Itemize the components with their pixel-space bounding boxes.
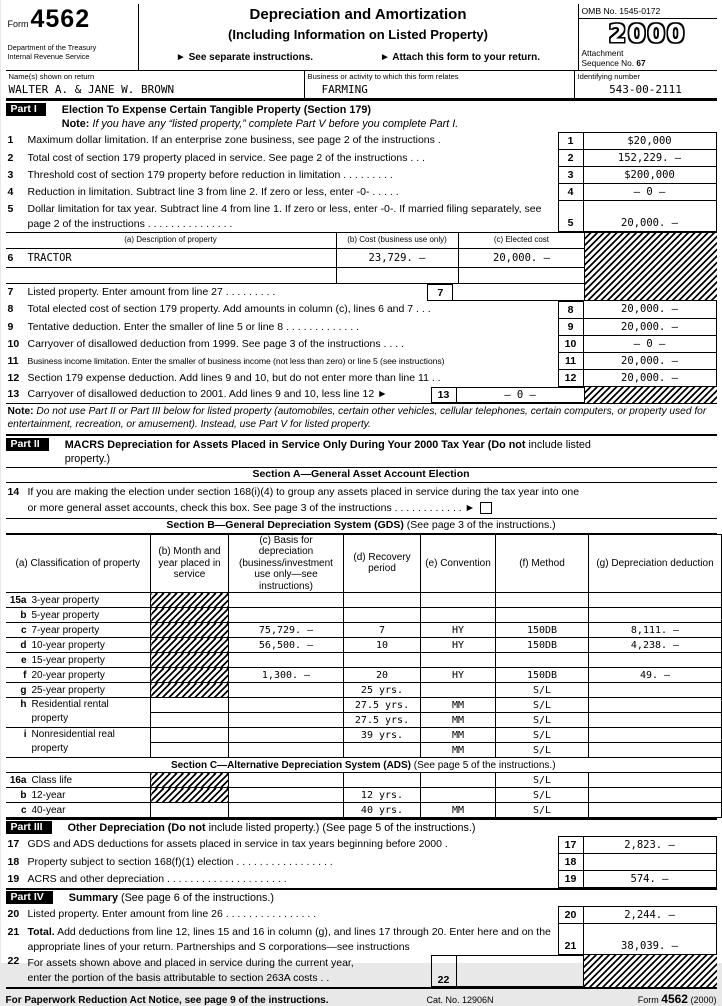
part2-title: MACRS Depreciation for Assets Placed in Service Only During Your 2000 Tax Year (Do not: [65, 439, 526, 451]
line-21-label: Add deductions from line 12, lines 15 and 16 in column (g), and lines 17 through 20. Enter here and on the appropriate lines of your return. Partnerships and S corporations—see instructions: [28, 926, 551, 953]
line-8-label: Total elected cost of section 179 property. Add amounts in column (c), lines 6 and 7 . . .: [28, 301, 558, 319]
line-1-label: Maximum dollar limitation. If an enterprise zone business, see page 2 of the instructions .: [28, 132, 558, 150]
attachment-label: Attachment: [582, 48, 714, 58]
line-17-number: 17: [6, 836, 28, 854]
form-title-block: [139, 4, 578, 70]
period-field: 12 yrs.: [344, 788, 421, 803]
part1-note-text: If you have any “listed property,” complete Part V before you complete Part I.: [89, 118, 458, 130]
line-4-value[interactable]: – 0 –: [584, 184, 717, 201]
basis-field[interactable]: [229, 653, 344, 668]
dept-treasury: Department of the Treasury: [8, 43, 136, 52]
form-word: Form: [8, 19, 29, 29]
line-7: [6, 284, 585, 301]
line-5-box: 5: [558, 201, 584, 232]
identifying-number-label: Identifying number: [578, 72, 714, 81]
method-field[interactable]: [496, 653, 589, 668]
deduction-field[interactable]: [589, 773, 722, 788]
basis-field[interactable]: 75,729. –: [229, 623, 344, 638]
line-11-box: 11: [558, 353, 584, 370]
identifying-number-field[interactable]: 543-00-2111: [578, 83, 714, 96]
attach-note: ► Attach this form to your return.: [380, 52, 540, 63]
name-field[interactable]: WALTER A. & JANE W. BROWN: [9, 83, 301, 96]
convention-field[interactable]: HY: [421, 668, 496, 683]
method-field[interactable]: 150DB: [496, 668, 589, 683]
footer-form-year: (2000): [688, 995, 717, 1005]
gds-col-b: (b) Month and year placed in service: [151, 534, 229, 593]
business-label: Business or activity to which this form relates: [308, 72, 571, 81]
line-13-box: 13: [431, 387, 457, 403]
line-9-box: 9: [558, 319, 584, 336]
line-7-number: 7: [6, 284, 28, 301]
line-20-value[interactable]: 2,244. –: [584, 906, 717, 924]
line-18-label: Property subject to section 168(f)(1) election . . . . . . . . . . . . . . . . .: [28, 854, 558, 871]
shaded-cell: [151, 623, 229, 638]
listed-property-note: [6, 403, 717, 434]
month-year-field[interactable]: [151, 728, 229, 743]
line-4: [6, 184, 717, 201]
period-field[interactable]: [344, 593, 421, 608]
col-c-header: (c) Elected cost: [458, 233, 585, 248]
deduction-field[interactable]: [589, 788, 722, 803]
convention-field: MM: [421, 698, 496, 713]
deduction-field[interactable]: [589, 743, 722, 758]
basis-field[interactable]: [229, 713, 344, 728]
basis-field[interactable]: 56,500. –: [229, 638, 344, 653]
convention-field[interactable]: [421, 653, 496, 668]
convention-field: MM: [421, 713, 496, 728]
form-subtitle: (Including Information on Listed Property): [143, 27, 574, 42]
part1-chip: Part I: [6, 103, 46, 116]
deduction-field[interactable]: [589, 608, 722, 623]
line-3: [6, 167, 717, 184]
section-c-title-row: [6, 758, 722, 773]
method-field[interactable]: 150DB: [496, 638, 589, 653]
month-year-field[interactable]: [151, 803, 229, 818]
line-10-label: Carryover of disallowed deduction from 1999. See page 3 of the instructions . . . .: [28, 336, 558, 353]
line-8-box: 8: [558, 301, 584, 319]
line-12-box: 12: [558, 370, 584, 387]
row-15a: 15a 3-year property: [6, 593, 722, 608]
col-b-header: (b) Cost (business use only): [336, 233, 458, 248]
row-15e: e 15-year property: [6, 653, 722, 668]
row-15b: b 5-year property: [6, 608, 722, 623]
identity-row: [6, 71, 717, 99]
line-21-number: 21: [6, 924, 28, 955]
line-5: [6, 201, 717, 232]
basis-field[interactable]: 1,300. –: [229, 668, 344, 683]
shaded-cell: [151, 593, 229, 608]
part2-chip: Part II: [6, 438, 49, 451]
method-field: S/L: [496, 788, 589, 803]
line-1: [6, 132, 717, 150]
line-17: [6, 836, 717, 854]
line-11-number: 11: [6, 353, 28, 370]
line-21-value[interactable]: 38,039. –: [584, 924, 717, 955]
deduction-field[interactable]: [589, 728, 722, 743]
form-footer: [6, 987, 717, 1006]
line-5-number: 5: [6, 201, 28, 232]
basis-field[interactable]: [229, 773, 344, 788]
method-field[interactable]: [496, 593, 589, 608]
line-20-box: 20: [558, 906, 584, 924]
period-field: [344, 743, 421, 758]
method-field: S/L: [496, 713, 589, 728]
shaded-area: [584, 955, 717, 987]
note-text: Do not use Part II or Part III below for listed property (automobiles, certain other vehicles, cellular telephones, certain computers, or property used for entertainment, recreation, or amusement). Instead, use Part V for listed property.: [8, 406, 707, 430]
part3-title-rest: include listed property.) (See page 5 of the instructions.): [206, 822, 476, 834]
line-21: [6, 924, 717, 955]
deduction-field[interactable]: 4,238. –: [589, 638, 722, 653]
form-title: Depreciation and Amortization: [143, 6, 574, 23]
convention-field[interactable]: [421, 773, 496, 788]
business-field[interactable]: FARMING: [308, 83, 571, 96]
shaded-cell: [151, 638, 229, 653]
line-18: [6, 854, 717, 871]
part1-lines-8-12: [6, 301, 717, 387]
month-year-field[interactable]: [151, 743, 229, 758]
part3-header: [6, 818, 717, 836]
line-17-box: 17: [558, 836, 584, 854]
period-field: 25 yrs.: [344, 683, 421, 698]
form-4562-page: [1, 0, 722, 963]
shaded-cell: [151, 668, 229, 683]
period-field: 39 yrs.: [344, 728, 421, 743]
deduction-field[interactable]: 8,111. –: [589, 623, 722, 638]
gds-table: [6, 534, 722, 819]
line-13-value[interactable]: – 0 –: [457, 387, 584, 403]
line-3-box: 3: [558, 167, 584, 184]
line-6-table: [6, 232, 717, 301]
row-15d: d 10-year property 56,500. – 10 HY 150DB 4,238. –: [6, 638, 722, 653]
line-10-box: 10: [558, 336, 584, 353]
part4-title: Summary: [69, 892, 118, 904]
dept-irs: Internal Revenue Service: [8, 52, 136, 61]
period-field: 27.5 yrs.: [344, 698, 421, 713]
basis-field[interactable]: [229, 608, 344, 623]
line-1-box: 1: [558, 132, 584, 150]
deduction-field[interactable]: 49. –: [589, 668, 722, 683]
basis-field[interactable]: [229, 728, 344, 743]
line-6-elected-cost[interactable]: 20,000. –: [458, 249, 585, 267]
line-8-value[interactable]: 20,000. –: [584, 301, 717, 319]
section-b-title: [6, 518, 717, 534]
line-7-value[interactable]: [453, 284, 584, 301]
shaded-cell: [151, 683, 229, 698]
line-19-label: ACRS and other depreciation . . . . . . . . . . . . . . . . . . . . .: [28, 871, 558, 888]
deduction-field[interactable]: [589, 698, 722, 713]
line-14-label-1: If you are making the election under section 168(i)(4) to group any assets placed in service during the tax year into one: [28, 484, 580, 500]
line-3-label: Threshold cost of section 179 property before reduction in limitation . . . . . . . . .: [28, 167, 558, 184]
convention-field[interactable]: [421, 593, 496, 608]
period-field[interactable]: 7: [344, 623, 421, 638]
basis-field[interactable]: [229, 683, 344, 698]
line-7-label: Listed property. Enter amount from line 27 . . . . . . . . .: [28, 284, 428, 301]
line-18-box: 18: [558, 854, 584, 871]
deduction-field[interactable]: [589, 653, 722, 668]
shaded-area: [584, 387, 717, 403]
form-number-block: [6, 4, 139, 70]
line-19-value[interactable]: 574. –: [584, 871, 717, 888]
method-field: S/L: [496, 698, 589, 713]
col-a-header: (a) Description of property: [6, 233, 336, 248]
paperwork-notice: For Paperwork Reduction Act Notice, see page 9 of the instructions.: [6, 995, 427, 1006]
catalog-number: Cat. No. 12906N: [427, 995, 597, 1005]
convention-field[interactable]: [421, 788, 496, 803]
line-10-value[interactable]: – 0 –: [584, 336, 717, 353]
convention-field: MM: [421, 803, 496, 818]
line-17-label: GDS and ADS deductions for assets placed in service in tax years beginning before 2000 .: [28, 836, 558, 854]
line-3-number: 3: [6, 167, 28, 184]
shaded-area: [584, 233, 716, 301]
line-21-box: 21: [558, 924, 584, 955]
row-15f: f 20-year property 1,300. – 20 HY 150DB 49. –: [6, 668, 722, 683]
part2-title-rest: include listed property.): [65, 439, 591, 465]
section-a-title: Section A—General Asset Account Election: [6, 467, 717, 483]
line-10-number: 10: [6, 336, 28, 353]
line-17-value[interactable]: 2,823. –: [584, 836, 717, 854]
row-15c: c 7-year property 75,729. – 7 HY 150DB 8,111. –: [6, 623, 722, 638]
row-15i-1: i Nonresidential real property 39 yrs. MM S/L: [6, 728, 722, 743]
line-9-label: Tentative deduction. Enter the smaller of line 5 or line 8 . . . . . . . . . . . . .: [28, 319, 558, 336]
convention-field[interactable]: [421, 608, 496, 623]
shaded-cell: [151, 773, 229, 788]
basis-field[interactable]: [229, 698, 344, 713]
part3-lines: [6, 836, 717, 888]
line-14-number: 14: [6, 484, 28, 500]
part4-title-rest: (See page 6 of the instructions.): [118, 892, 274, 904]
line-6-row: [6, 249, 585, 268]
part1-note-label: Note:: [62, 118, 90, 130]
line-22-label-2: enter the portion of the basis attributable to section 263A costs . .: [28, 971, 431, 986]
part1-title: Election To Expense Certain Tangible Property (Section 179): [62, 103, 458, 117]
shaded-cell: [151, 608, 229, 623]
part3-chip: Part III: [6, 821, 52, 834]
line-14-checkbox[interactable]: [480, 502, 492, 514]
part4-header: [6, 888, 717, 906]
deduction-field[interactable]: [589, 683, 722, 698]
row-15g: g 25-year property 25 yrs. S/L: [6, 683, 722, 698]
line-18-value[interactable]: [584, 854, 717, 871]
line-4-box: 4: [558, 184, 584, 201]
gds-col-g: (g) Depreciation deduction: [589, 534, 722, 593]
section-b-title-rest: (See page 3 of the instructions.): [404, 519, 556, 531]
line-22-box: 22: [431, 955, 457, 987]
line-13-label: Carryover of disallowed deduction to 2001. Add lines 9 and 10, less line 12 ►: [28, 387, 431, 403]
gds-col-d: (d) Recovery period: [344, 534, 421, 593]
omb-number: OMB No. 1545-0172: [579, 4, 717, 19]
line-13-number: 13: [6, 387, 28, 403]
gds-col-c: (c) Basis for depreciation (business/investment use only—see instructions): [229, 534, 344, 593]
shaded-cell: [151, 653, 229, 668]
section-c-title-rest: (See page 5 of the instructions.): [411, 760, 556, 771]
line-12-value[interactable]: 20,000. –: [584, 370, 717, 387]
line-12: [6, 370, 717, 387]
convention-field[interactable]: HY: [421, 623, 496, 638]
period-field[interactable]: [344, 608, 421, 623]
line-11-value[interactable]: 20,000. –: [584, 353, 717, 370]
sequence-number: 67: [636, 58, 645, 68]
line-20-label: Listed property. Enter amount from line 26 . . . . . . . . . . . . . . . .: [28, 906, 558, 924]
row-15h-1: h Residential rental property 27.5 yrs. MM S/L: [6, 698, 722, 713]
line-7-box: 7: [427, 284, 453, 301]
form-header: [6, 4, 717, 71]
gds-header-row: [6, 534, 722, 593]
deduction-field[interactable]: [589, 713, 722, 728]
line-20-number: 20: [6, 906, 28, 924]
line-22: [6, 955, 717, 987]
line-2: [6, 150, 717, 167]
line-2-number: 2: [6, 150, 28, 167]
convention-field[interactable]: HY: [421, 638, 496, 653]
part2-header: [6, 434, 717, 467]
method-field: S/L: [496, 683, 589, 698]
line-12-label: Section 179 expense deduction. Add lines 9 and 10, but do not enter more than line 11 . .: [28, 370, 558, 387]
tax-year: 2000: [579, 19, 717, 48]
convention-field[interactable]: [421, 683, 496, 698]
part1-lines-1-5: [6, 132, 717, 232]
line-6-number: 6: [6, 249, 28, 267]
method-field: S/L: [496, 743, 589, 758]
part3-title: Other Depreciation (Do not: [68, 822, 206, 834]
form-number: 4562: [31, 5, 91, 33]
line-6-cost[interactable]: 23,729. –: [336, 249, 458, 267]
name-label: Name(s) shown on return: [9, 72, 301, 81]
line-10: [6, 336, 717, 353]
line-9: [6, 319, 717, 336]
basis-field[interactable]: [229, 593, 344, 608]
line-9-value[interactable]: 20,000. –: [584, 319, 717, 336]
line-1-value[interactable]: $20,000: [584, 132, 717, 150]
sequence-label: Sequence No.: [582, 58, 635, 68]
gds-col-a: (a) Classification of property: [6, 534, 151, 593]
line-5-value[interactable]: 20,000. –: [584, 201, 717, 232]
deduction-field[interactable]: [589, 803, 722, 818]
line-11: [6, 353, 717, 370]
line-14: [6, 483, 717, 518]
line-18-number: 18: [6, 854, 28, 871]
line-4-label: Reduction in limitation. Subtract line 3 from line 2. If zero or less, enter -0- . . . . .: [28, 184, 558, 201]
period-field[interactable]: [344, 653, 421, 668]
row-16b: b 12-year 12 yrs. S/L: [6, 788, 722, 803]
gds-col-e: (e) Convention: [421, 534, 496, 593]
line-3-value[interactable]: $200,000: [584, 167, 717, 184]
line-20: [6, 906, 717, 924]
line-4-number: 4: [6, 184, 28, 201]
month-year-field[interactable]: [151, 698, 229, 713]
line-2-box: 2: [558, 150, 584, 167]
gds-col-f: (f) Method: [496, 534, 589, 593]
basis-field[interactable]: [229, 743, 344, 758]
line-22-value[interactable]: [457, 955, 584, 987]
line-5-label: Dollar limitation for tax year. Subtract line 4 from line 1. If zero or less, enter -0-. If married filing separately, see page 2 of the instructions . . . . . . . . . . . . . . .: [28, 201, 558, 232]
method-field: S/L: [496, 803, 589, 818]
footer-form-number: 4562: [661, 992, 688, 1006]
method-field: S/L: [496, 728, 589, 743]
line-6b-elected-cost[interactable]: [458, 268, 585, 283]
line-2-label: Total cost of section 179 property placed in service. See page 2 of the instructions . . .: [28, 150, 558, 167]
line-11-label: Business income limitation. Enter the smaller of business income (not less than zero) or line 5 (see instructions): [28, 353, 558, 370]
period-field: 40 yrs.: [344, 803, 421, 818]
period-field[interactable]: [344, 773, 421, 788]
convention-field: MM: [421, 743, 496, 758]
section-b-title-bold: Section B—General Depreciation System (GDS): [166, 519, 403, 531]
part4-chip: Part IV: [6, 891, 53, 904]
part1-header: [6, 99, 717, 132]
line-1-number: 1: [6, 132, 28, 150]
method-field: S/L: [496, 773, 589, 788]
line-22-number: 22: [6, 955, 28, 987]
basis-field[interactable]: [229, 788, 344, 803]
line-8-number: 8: [6, 301, 28, 319]
month-year-field[interactable]: [151, 713, 229, 728]
omb-block: [578, 4, 717, 70]
line-21-total-word: Total.: [28, 926, 55, 938]
line-6-empty-row: [6, 268, 585, 284]
see-instructions-note: ► See separate instructions.: [176, 52, 313, 63]
period-field: 27.5 yrs.: [344, 713, 421, 728]
deduction-field[interactable]: [589, 593, 722, 608]
row-16a: 16a Class life S/L: [6, 773, 722, 788]
line-9-number: 9: [6, 319, 28, 336]
line-22-label-1: For assets shown above and placed in service during the current year,: [28, 956, 431, 971]
line-13: [6, 387, 717, 403]
line-8: [6, 301, 717, 319]
row-16c: c 40-year 40 yrs. MM S/L: [6, 803, 722, 818]
note-label: Note:: [8, 406, 34, 417]
line-19: [6, 871, 717, 888]
convention-field: MM: [421, 728, 496, 743]
line-6b-cost[interactable]: [336, 268, 458, 283]
line-6-description[interactable]: TRACTOR: [28, 252, 72, 264]
line-19-number: 19: [6, 871, 28, 888]
line-2-value[interactable]: 152,229. –: [584, 150, 717, 167]
section-c-title-bold: Section C—Alternative Depreciation System (ADS): [171, 760, 411, 771]
line-14-label-2: or more general asset accounts, check this box. See page 3 of the instructions . . . . . . . . . . . . ►: [28, 500, 476, 516]
footer-form-word: Form: [638, 995, 662, 1005]
method-field[interactable]: [496, 608, 589, 623]
method-field[interactable]: 150DB: [496, 623, 589, 638]
line-12-number: 12: [6, 370, 28, 387]
line-19-box: 19: [558, 871, 584, 888]
period-field[interactable]: 10: [344, 638, 421, 653]
basis-field[interactable]: [229, 803, 344, 818]
period-field[interactable]: 20: [344, 668, 421, 683]
shaded-cell: [151, 788, 229, 803]
